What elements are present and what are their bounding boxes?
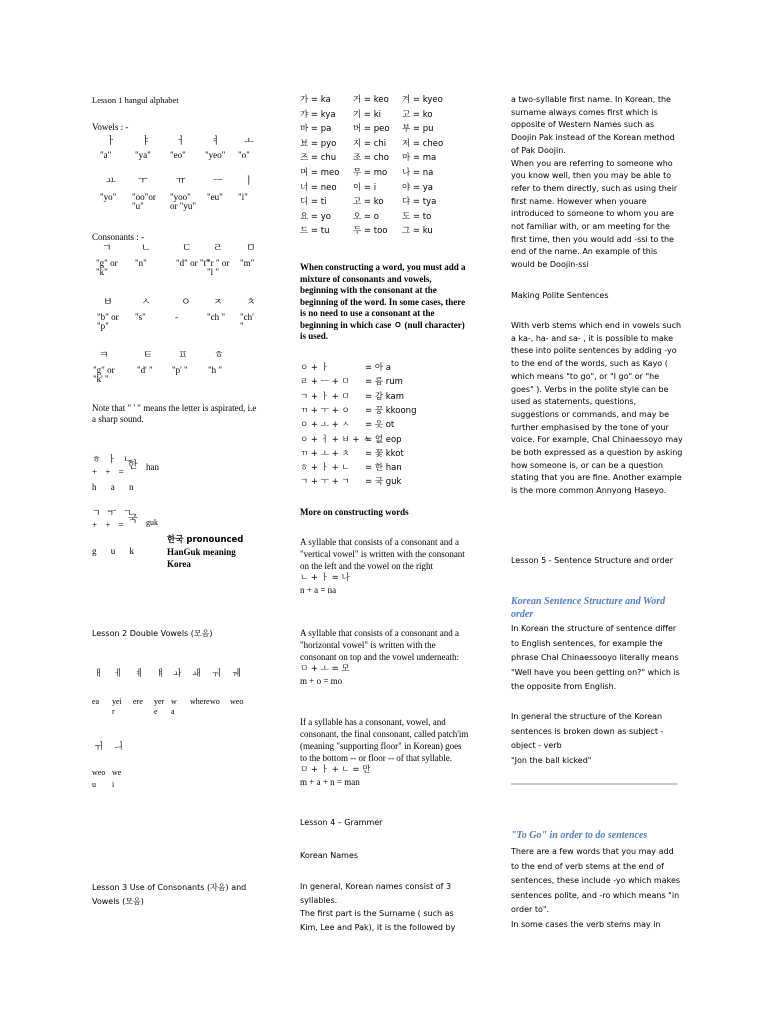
hanguk-line-3: Korea (167, 559, 191, 569)
syllable-cell: 지 = chi (353, 138, 387, 149)
combination-result: = 옷 ot (365, 420, 395, 431)
consonant-char: ㅊ (246, 297, 256, 308)
vowel-romanization: "yeo" (205, 150, 226, 160)
combination-result: = 꽃 kkot (365, 448, 404, 459)
consonant-romanization: "g" or "k' " (93, 365, 115, 384)
polite-sentences-text: With verb stems which end in vowels such a ka-, ha- and sa- , it is possible to make these into polite sentences by adding -yo to the end of the words, such as Kayo ( which means "to go", or "I go" or "he goes" ). Verbs in the polite style can be used as statements, questions, suggestions or commands, and may be further emphasised by the tone of your voice. For example, Chal Chinaessoyo may be both expressed as a question by asking how someone is, or can be a question stating that you are fine. Another example is the more common Annyong Haseyo. (511, 321, 683, 496)
consonant-romanization: "p' " (172, 365, 188, 375)
consonant-char: ㅋ (99, 350, 109, 361)
vowel-char: ㅣ (244, 176, 254, 187)
syllable-cell: 그 = ku (402, 226, 433, 237)
consonant-romanization: "m" (240, 258, 255, 268)
guk-plus: + + = (92, 520, 127, 530)
syllable-cell: 뵤 = pyo (300, 138, 337, 149)
hanguk-line-1: 한국 pronounced (167, 535, 244, 545)
vowel-romanization: "eu" (207, 192, 223, 202)
consonant-romanization: "h " (208, 365, 223, 375)
combination-result: = 름 rum (365, 377, 403, 388)
vowel-char: ㅑ (141, 136, 151, 147)
syllable-cell: 드 = tu (300, 226, 330, 237)
syllable-cell: 디 = ti (300, 197, 327, 208)
vowel-romanization: "eo" (170, 150, 186, 160)
vertical-vowel-example-rom: n + a = na (300, 585, 337, 595)
double-vowel-char: ㅐ (94, 669, 103, 679)
combination-jamo: ㅇ + ㅓ + ㅂ + ㅅ (300, 434, 371, 445)
consonant-romanization: "b" or "p" (97, 312, 119, 331)
combination-result: = 감 kam (365, 391, 404, 402)
han-plus: + + = (92, 467, 127, 477)
double-vowel-romanization: weo u (92, 768, 106, 789)
consonant-romanization: "ch' " (240, 312, 254, 331)
combination-jamo: ㄲ + ㅗ + ㅊ (300, 448, 350, 459)
syllable-cell: 거 = keo (353, 95, 389, 105)
consonant-char: ㅎ (214, 350, 224, 361)
syllable-cell: 갸 = kya (300, 109, 336, 120)
lesson5-title: Lesson 5 - Sentence Structure and order (511, 556, 673, 565)
combination-result: = 한 han (365, 463, 402, 474)
double-vowel-romanization: yer e (154, 697, 165, 716)
vowel-char: ㅕ (211, 136, 221, 147)
consonant-romanization: "s" (135, 312, 146, 322)
guk-jamo: ㄱ ㅜ ㄱ (92, 509, 134, 519)
syllable-cell: 오 = o (353, 211, 379, 222)
syllable-cell: 무 = mo (353, 168, 388, 178)
combination-jamo: ㅇ + ㅗ + ㅅ (300, 420, 350, 431)
han-letters: h a n (92, 482, 140, 492)
vowel-char: ㅛ (106, 176, 116, 187)
syllable-cell: 버 = peo (353, 124, 390, 135)
lesson1-title: Lesson 1 hangul alphabet (92, 95, 179, 105)
syllable-cell: 나 = na (402, 168, 434, 178)
syllable-cell: 가 = ka (300, 95, 331, 105)
vertical-vowel-para (300, 536, 470, 596)
vowel-char: ㅗ (244, 136, 254, 147)
more-on-constructing-title: More on constructing words (300, 507, 409, 517)
lesson2-title: Lesson 2 Double Vowels (모음) (92, 629, 213, 638)
double-vowel-romanization: ere (133, 697, 143, 706)
vowel-romanization: "o" (238, 150, 250, 160)
combination-jamo: ㄲ + ㅜ + ㅇ (300, 405, 350, 416)
han-jamo: ㅎ ㅏ ㄴ (92, 455, 134, 465)
syllable-cell: 야 = ya (402, 182, 433, 193)
patchim-text: If a syllable has a consonant, vowel, and consonant, the final consonant, called patch'im (meaning "supporting floor" in Korean) goes to the bottom -- or floor -- of that syllable. (300, 717, 469, 763)
section-divider (511, 783, 678, 785)
vowel-char: ㅡ (213, 176, 223, 187)
consonant-romanization: "g" or "k" (96, 258, 118, 277)
combination-result: = 국 guk (365, 477, 402, 488)
sentence-structure-text-2: In general the structure of the Korean sentences is broken down as subject - object - verb "Jon the ball kicked" (511, 712, 664, 765)
syllable-cell: 고 = ko (402, 109, 433, 120)
guk-romanization: guk (146, 518, 158, 527)
consonant-char: ㄱ (102, 243, 112, 254)
vowel-romanization: "oo"or "u" (132, 192, 156, 211)
vowel-romanization: "yoo" or "yu" (170, 192, 197, 211)
guk-letters: g u k (92, 546, 140, 556)
double-vowel-romanization: ea (92, 697, 100, 706)
vowel-char: ㅠ (176, 176, 186, 187)
consonant-char: ㅅ (141, 297, 151, 308)
double-vowel-romanization: wo (210, 697, 220, 706)
polite-sentences-heading: Making Polite Sentences (511, 291, 609, 300)
korean-names-heading: Korean Names (300, 851, 359, 860)
double-vowel-char: ㅔ (114, 669, 123, 679)
syllable-cell: 이 = i (353, 182, 377, 193)
sentence-structure-heading: Korean Sentence Structure and Word order (511, 596, 666, 620)
syllable-cell: 겨 = kyeo (402, 95, 443, 105)
consonant-char: ㅌ (143, 350, 153, 361)
syllable-cell: 저 = cheo (402, 138, 444, 149)
consonant-char: ㅇ (181, 297, 191, 308)
horizontal-vowel-example-rom: m + o = mo (300, 676, 343, 686)
lesson3-title: Lesson 3 Use of Consonants (자음) and Vowels (모음) (92, 883, 247, 906)
vowel-char: ㅓ (176, 136, 186, 147)
vertical-vowel-text: A syllable that consists of a consonant and a "vertical vowel" is written with the consonant on the left and the vowel on the right (300, 537, 465, 571)
syllable-cell: 조 = cho (353, 153, 389, 164)
consonant-romanization: - (175, 312, 178, 322)
double-vowel-char: ㅝ (212, 669, 221, 679)
korean-names-text: In general, Korean names consist of 3 syllables. The first part is the Surname ( such as Kim, Lee and Pak), it is the followed by (300, 882, 456, 932)
vowel-char: ㅏ (106, 136, 116, 147)
patchim-para (300, 716, 470, 788)
combination-jamo: ㅎ + ㅏ + ㄴ (300, 463, 350, 474)
consonant-romanization: "d" or "t" (176, 258, 210, 268)
double-vowel-char: ㅞ (232, 669, 241, 679)
double-vowel-romanization: w a (171, 697, 177, 716)
vowel-romanization: "i" (238, 192, 248, 202)
hanguk-line-2: HanGuk meaning (167, 547, 236, 557)
to-go-heading: "To Go" in order to do sentences (511, 830, 648, 841)
sentence-structure-text: In Korean the structure of sentence differ to English sentences, for example the phrase Chal Chinaessooyo literally means "Well have you been getting on?" which is the opposite from English. (511, 624, 680, 691)
syllable-cell: 부 = pu (402, 124, 434, 135)
horizontal-vowel-example-ko: ㅁ + ㅗ = 모 (300, 664, 350, 674)
consonants-label: Consonants : - (92, 232, 145, 242)
double-vowel-char: ㅒ (156, 669, 165, 679)
syllable-cell: 바 = pa (300, 124, 332, 135)
consonant-char: ㅁ (246, 243, 256, 254)
double-vowel-char: ㅢ (114, 742, 123, 752)
consonant-char: ㅍ (178, 350, 188, 361)
consonant-romanization: "n" (135, 258, 147, 268)
consonant-char: ㅈ (213, 297, 223, 308)
combination-result: = 꿍 kkoong (365, 405, 417, 416)
lesson4-title: Lesson 4 – Grammer (300, 818, 383, 827)
aspiration-note: Note that " ' " means the letter is aspirated, i.e a sharp sound. (92, 403, 257, 424)
combination-result: = 없 eop (365, 434, 402, 445)
vowel-romanization: "ya" (135, 150, 151, 160)
consonant-char: ㅂ (103, 297, 113, 308)
han-result: 한 (128, 460, 138, 471)
patchim-example-ko: ㅁ + ㅏ + ㄴ = 만 (300, 765, 371, 775)
double-vowel-char: ㅘ (173, 669, 182, 679)
syllable-cell: 댜 = tya (402, 197, 437, 208)
vowel-romanization: "a" (100, 150, 112, 160)
vowel-romanization: "yo" (100, 192, 117, 202)
consonant-romanization: "r " or "l " (207, 258, 230, 277)
double-vowel-char: ㅖ (135, 669, 144, 679)
syllable-cell: 즈 = chu (300, 153, 337, 164)
syllable-cell: 머 = meo (300, 168, 340, 178)
syllable-cell: 마 = ma (402, 153, 437, 164)
syllable-cell: 요 = yo (300, 211, 331, 222)
to-go-text: There are a few words that you may add to the end of verb stems at the end of sentences, these include -yo which makes sentences polite, and -ro which means "in order to". In some cases the verb stems may in (511, 847, 681, 929)
consonant-romanization: "ch " (207, 312, 226, 322)
combination-jamo: ㄹ + ㅡ + ㅁ (300, 377, 350, 388)
double-vowel-romanization: we i (112, 768, 122, 789)
consonant-romanization: "d' " (137, 365, 153, 375)
horizontal-vowel-text: A syllable that consists of a consonant and a "horizontal vowel" is written with the consonant on top and the vowel underneath: (300, 628, 459, 662)
consonant-char: ㄴ (141, 243, 151, 254)
vowels-label: Vowels : - (92, 122, 129, 132)
constructing-words-bold: When constructing a word, you must add a mixture of consonants and vowels, beginning with the consonant at the beginning of the word. In some cases, there is no need to use a consonant at the beginning in which case ㅇ (null character) is used. (300, 262, 466, 341)
syllable-cell: 너 = neo (300, 182, 337, 193)
syllable-cell: 도 = to (402, 211, 432, 222)
han-romanization: han (146, 462, 159, 472)
syllable-cell: 기 = ki (353, 109, 382, 120)
guk-result: 국 (128, 514, 138, 525)
vertical-vowel-example-ko: ㄴ + ㅏ = 나 (300, 573, 350, 583)
double-vowel-char: ㅟ (94, 742, 103, 752)
combination-jamo: ㄱ + ㅜ + ㄱ (300, 477, 350, 488)
patchim-example-rom: m + a + n = man (300, 777, 360, 787)
combination-jamo: ㄱ + ㅏ + ㅁ (300, 391, 350, 402)
vowel-char: ㅜ (138, 176, 148, 187)
syllable-cell: 고 = ko (353, 197, 384, 208)
horizontal-vowel-para (300, 627, 470, 687)
consonant-char: ㄷ (182, 243, 192, 254)
consonant-char: ㄹ (213, 243, 223, 254)
combination-result: = 아 a (365, 363, 391, 373)
names-continued-text: a two-syllable first name. In Korean, the surname always comes first which is opposite of Western Names such as Doojin Pak instead of the Korean method of Pak Doojin. When you are referring to someone who you know well, then you may be able to refer to them directly, such as using their first name. However when youare introduced to someone to whom you are not familiar with, or am meeting for the first time, then you would add -ssi to the end of the name. An example of this would be Doojin-ssi (511, 95, 678, 270)
double-vowel-romanization: where (190, 697, 210, 706)
double-vowel-romanization: weo (230, 697, 244, 706)
double-vowel-char: ㅙ (192, 669, 201, 679)
double-vowel-romanization: yei r (112, 697, 122, 716)
syllable-cell: 두 = too (353, 226, 388, 237)
combination-jamo: ㅇ + ㅏ (300, 363, 329, 373)
